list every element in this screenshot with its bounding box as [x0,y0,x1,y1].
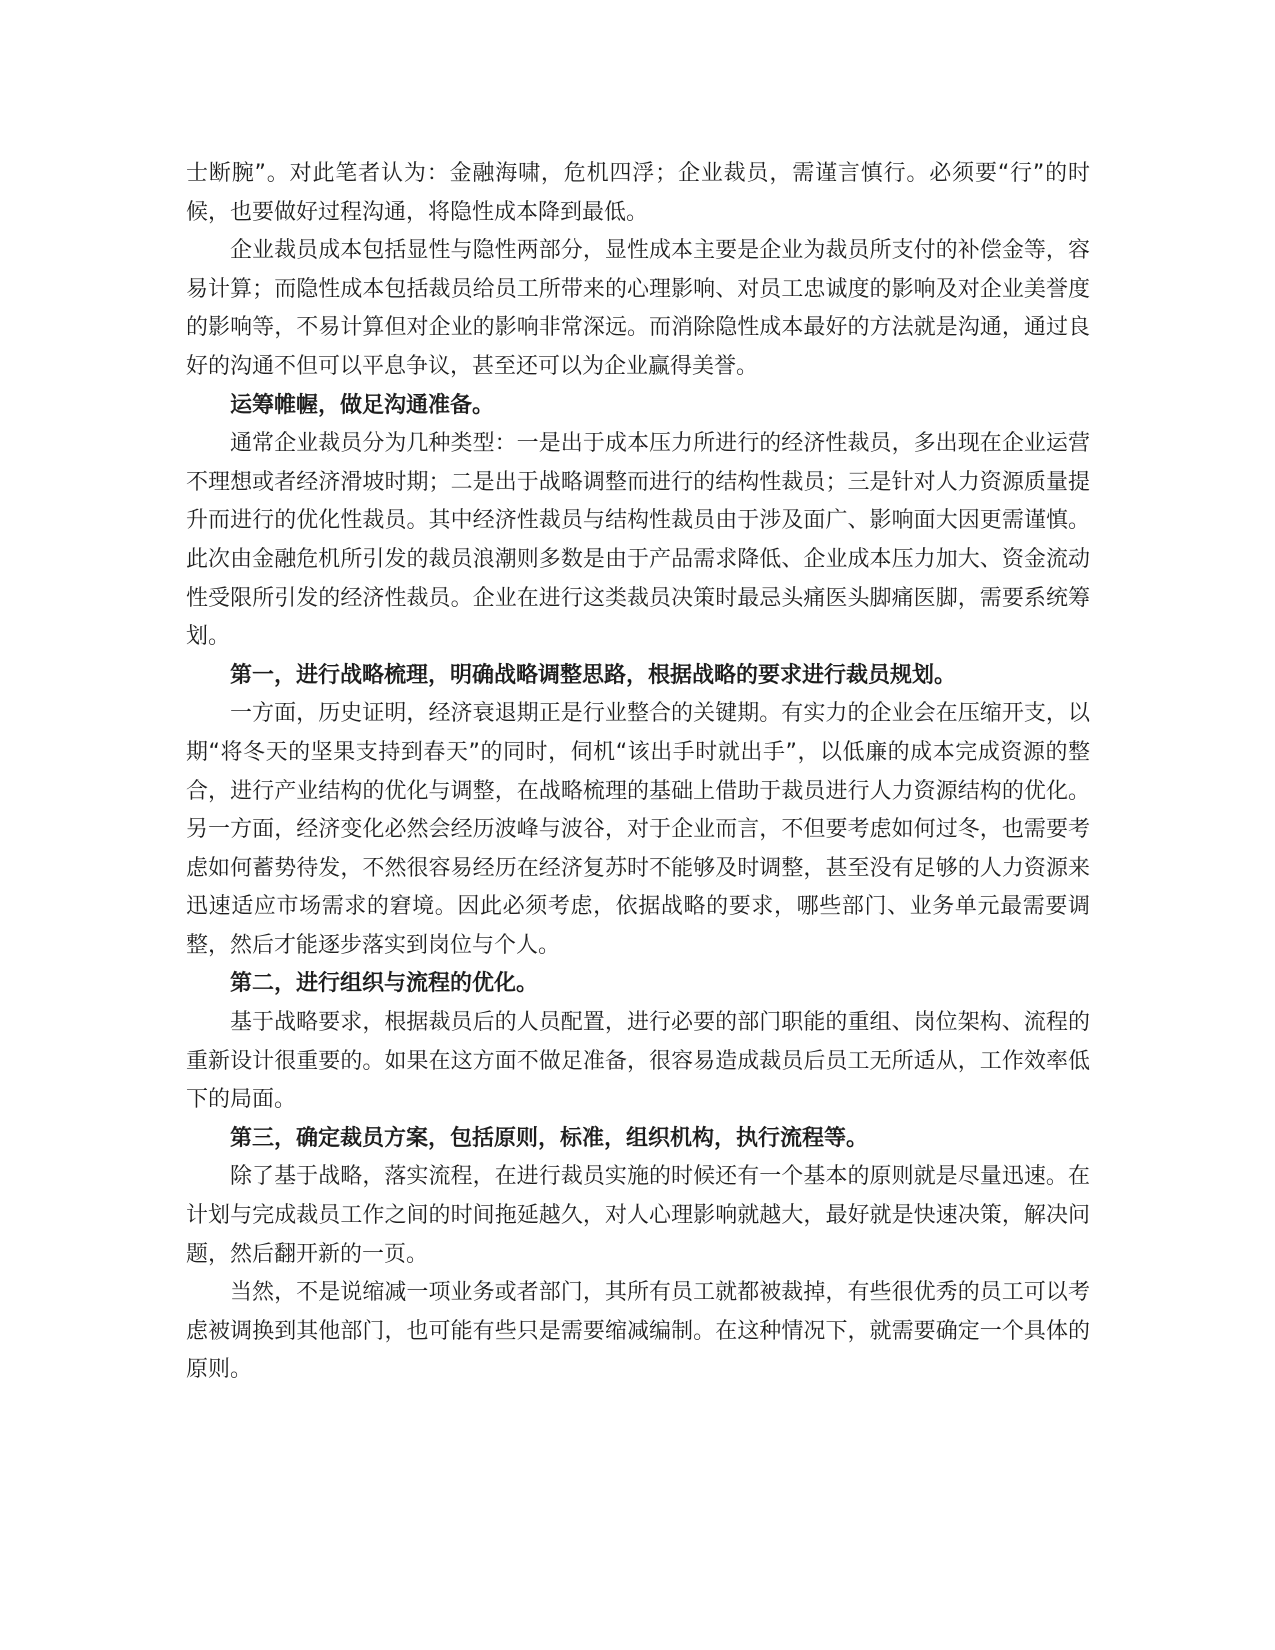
paragraph-2: 企业裁员成本包括显性与隐性两部分，显性成本主要是企业为裁员所支付的补偿金等，容易计算；而隐性成本包括裁员给员工所带来的心理影响、对员工忠诚度的影响及对企业美誉度的影响等，不易计算但对企业的影响非常深远。而消除隐性成本最好的方法就是沟通，通过良好的沟通不但可以平息争议，甚至还可以为企业赢得美誉。 [186,238,1090,379]
paragraph-3: 通常企业裁员分为几种类型：一是出于成本压力所进行的经济性裁员，多出现在企业运营不理想或者经济滑坡时期；二是出于战略调整而进行的结构性裁员；三是针对人力资源质量提升而进行的优化性裁员。其中经济性裁员与结构性裁员由于涉及面广、影响面大因更需谨慎。此次由金融危机所引发的裁员浪潮则多数是由于产品需求降低、企业成本压力加大、资金流动性受限所引发的经济性裁员。企业在进行这类裁员决策时最忌头痛医头脚痛医脚，需要系统筹划。 [186,431,1090,650]
paragraph-7: 当然，不是说缩减一项业务或者部门，其所有员工就都被裁掉，有些很优秀的员工可以考虑被调换到其他部门，也可能有些只是需要缩减编制。在这种情况下，就需要确定一个具体的原则。 [186,1280,1090,1383]
section-heading-second: 第二，进行组织与流程的优化。 [230,971,539,997]
paragraph-1: 士断腕”。对此笔者认为：金融海啸，危机四浮；企业裁员，需谨言慎行。必须要“行”的时候，也要做好过程沟通，将隐性成本降到最低。 [186,161,1090,225]
section-heading-preparation: 运筹帷幄，做足沟通准备。 [230,392,495,418]
section-heading-third: 第三，确定裁员方案，包括原则，标准，组织机构，执行流程等。 [230,1125,869,1151]
section-heading-first: 第一，进行战略梳理，明确战略调整思路，根据战略的要求进行裁员规划。 [230,662,957,688]
paragraph-5: 基于战略要求，根据裁员后的人员配置，进行必要的部门职能的重组、岗位架构、流程的重新设计很重要的。如果在这方面不做足准备，很容易造成裁员后员工无所适从，工作效率低下的局面。 [186,1010,1090,1113]
paragraph-6: 除了基于战略，落实流程，在进行裁员实施的时候还有一个基本的原则就是尽量迅速。在计划与完成裁员工作之间的时间拖延越久，对人心理影响就越大，最好就是快速决策，解决问题，然后翻开新的一页。 [186,1164,1090,1267]
paragraph-4: 一方面，历史证明，经济衰退期正是行业整合的关键期。有实力的企业会在压缩开支，以期“将冬天的坚果支持到春天”的同时，伺机“该出手时就出手”，以低廉的成本完成资源的整合，进行产业结构的优化与调整，在战略梳理的基础上借助于裁员进行人力资源结构的优化。另一方面，经济变化必然会经历波峰与波谷，对于企业而言，不但要考虑如何过冬，也需要考虑如何蓄势待发，不然很容易经历在经济复苏时不能够及时调整，甚至没有足够的人力资源来迅速适应市场需求的窘境。因此必须考虑，依据战略的要求，哪些部门、业务单元最需要调整，然后才能逐步落实到岗位与个人。 [186,701,1090,958]
document-body [186,155,1090,1390]
